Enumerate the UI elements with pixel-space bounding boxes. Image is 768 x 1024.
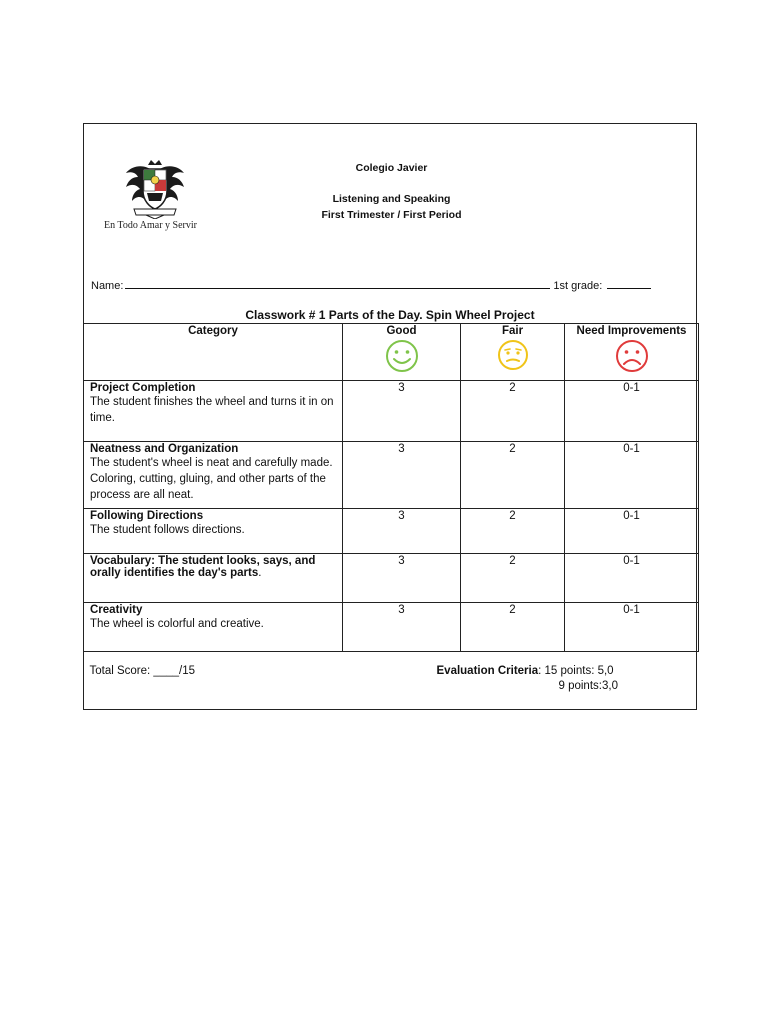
footer-cell xyxy=(84,652,699,710)
score-good: 3 xyxy=(343,554,461,603)
col-need xyxy=(565,324,699,381)
col-fair xyxy=(461,324,565,381)
grade-blank[interactable] xyxy=(607,278,651,289)
criterion-cell xyxy=(84,603,343,652)
table-row xyxy=(84,509,699,554)
col-fair-label: Fair xyxy=(501,325,524,337)
criterion-title: Vocabulary: The student looks, says, and orally identifies the day's parts xyxy=(90,555,316,579)
criterion-description: . xyxy=(258,567,262,579)
evaluation-criteria-line2: 9 points:3,0 xyxy=(558,680,618,692)
period-title: First Trimester / First Period xyxy=(321,209,462,221)
total-score: Total Score: ____/15 xyxy=(89,665,195,677)
table-row xyxy=(84,442,699,509)
criterion-cell xyxy=(84,509,343,554)
score-need: 0-1 xyxy=(565,442,699,509)
score-need: 0-1 xyxy=(565,509,699,554)
criterion-title: Neatness and Organization xyxy=(90,443,239,455)
score-fair: 2 xyxy=(461,554,565,603)
criterion-title: Following Directions xyxy=(90,510,204,522)
score-fair: 2 xyxy=(461,381,565,442)
rubric-table xyxy=(83,323,699,709)
score-good: 3 xyxy=(343,509,461,554)
table-row xyxy=(84,554,699,603)
criterion-cell xyxy=(84,381,343,442)
name-blank[interactable] xyxy=(125,278,550,289)
score-need: 0-1 xyxy=(565,554,699,603)
table-row xyxy=(84,381,699,442)
score-good: 3 xyxy=(343,381,461,442)
score-need: 0-1 xyxy=(565,381,699,442)
criterion-title: Project Completion xyxy=(90,382,196,394)
evaluation-criteria-label: Evaluation Criteria xyxy=(436,665,539,677)
footer-row xyxy=(84,652,699,710)
score-fair: 2 xyxy=(461,509,565,554)
school-name: Colegio Javier xyxy=(355,162,428,174)
school-motto: En Todo Amar y Servir xyxy=(104,220,197,231)
subject-title: Listening and Speaking xyxy=(332,193,451,205)
evaluation-criteria xyxy=(437,665,614,677)
smiley-face-icon xyxy=(383,339,421,373)
col-good xyxy=(343,324,461,381)
criterion-description: The student's wheel is neat and carefully made. Coloring, cutting, gluing, and other parts of the process are all neat. xyxy=(90,457,333,501)
neutral-face-icon xyxy=(494,339,532,371)
col-need-label: Need Improvements xyxy=(576,325,687,337)
score-good: 3 xyxy=(343,442,461,509)
col-category: Category xyxy=(84,324,343,381)
criterion-description: The wheel is colorful and creative. xyxy=(90,618,264,630)
name-grade-line xyxy=(91,278,651,292)
criterion-title: Creativity xyxy=(90,604,143,616)
header-row xyxy=(84,324,699,381)
rubric-sheet xyxy=(83,123,697,710)
name-label: Name: xyxy=(91,280,124,292)
criterion-description: The student follows directions. xyxy=(90,524,245,536)
criterion-cell xyxy=(84,442,343,509)
evaluation-criteria-line1: : 15 points: 5,0 xyxy=(538,665,614,677)
grade-label: 1st grade: xyxy=(553,280,603,292)
score-good: 3 xyxy=(343,603,461,652)
sad-face-icon xyxy=(613,339,651,373)
score-fair: 2 xyxy=(461,603,565,652)
table-row xyxy=(84,603,699,652)
table-title: Classwork # 1 Parts of the Day. Spin Wheel Project xyxy=(245,308,535,322)
school-crest-icon xyxy=(124,159,186,219)
score-need: 0-1 xyxy=(565,603,699,652)
criterion-description: The student finishes the wheel and turns it in on time. xyxy=(90,396,334,424)
score-fair: 2 xyxy=(461,442,565,509)
col-good-label: Good xyxy=(386,325,417,337)
criterion-cell xyxy=(84,554,343,603)
